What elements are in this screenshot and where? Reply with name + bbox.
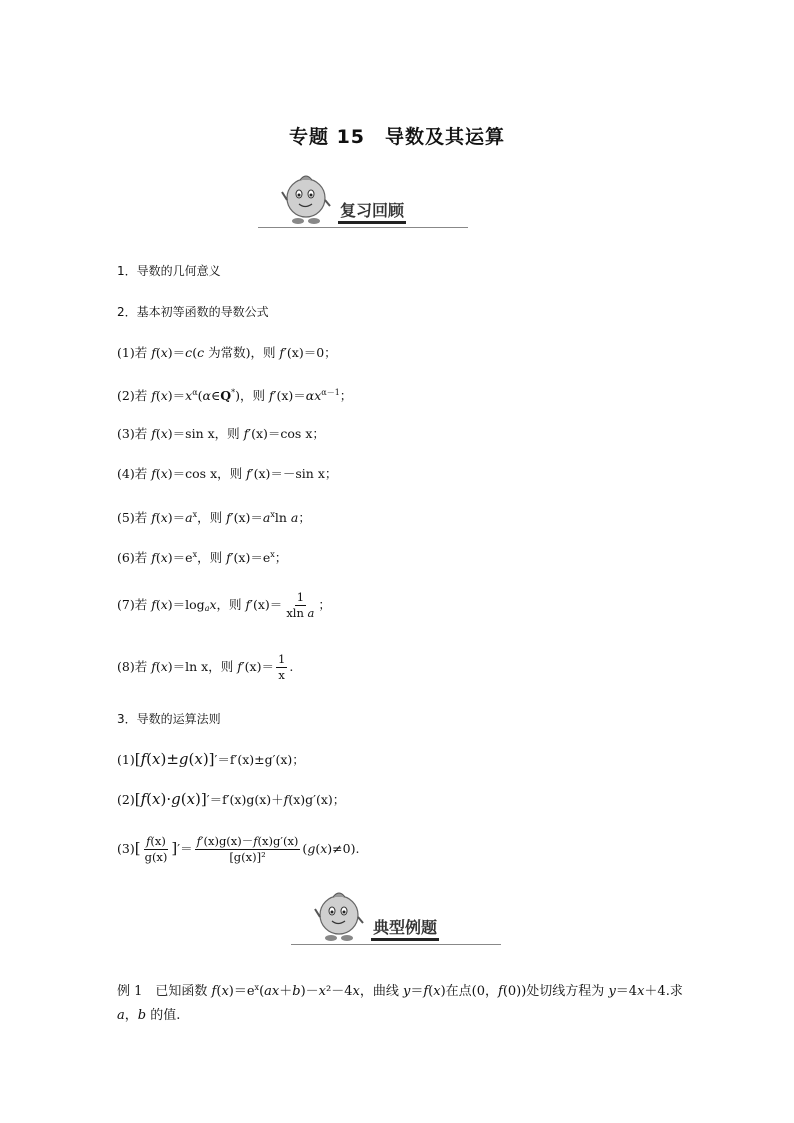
formula-1: (1)若 f(x)＝c(c 为常数)，则 f′(x)＝0； (117, 345, 337, 360)
review-banner (258, 178, 468, 228)
review-banner-label: 复习回顾 (338, 198, 406, 224)
formula-7: (7)若 $f(x)=\log_ax$，则 f′(x)＝ $\frac{1}{\text{xln a}}$ ； (117, 590, 331, 620)
formula-5: (5)若 $f(x)=a^x$，则 $f'(x)=a^x\ln$ a； (117, 510, 311, 525)
formula-2: (2)若 $f(x)=x^\alpha(\alpha\in Q^*)$，则 $f'(x)=\alpha x^{\alpha-1}$； (117, 388, 353, 403)
formula-3: (3)若 f(x)＝sin x，则 f′(x)＝cos x； (117, 426, 325, 441)
heading-geometric-meaning: 1．导数的几何意义 (117, 264, 221, 278)
mascot-icon (280, 172, 332, 226)
example-1-label: 例 1 (117, 984, 143, 999)
mascot-icon (313, 889, 365, 943)
examples-banner-label: 典型例题 (371, 915, 439, 941)
page-title: 专题 15 导数及其运算 (288, 126, 506, 148)
example-1: 例 1 已知函数 $f(x)=e^x(ax+b)-x^2-4x$，曲线 y＝f(x)在点(0，f(0))处切线方程为 y＝4x＋4.求 a，b 的值. (117, 983, 683, 1023)
review-banner-rule (258, 227, 468, 228)
formula-6: (6)若 $f(x)=e^x$，则 $f'(x)=e^x$； (117, 550, 288, 565)
formula-4: (4)若 f(x)＝cos x，则 f′(x)＝－sin x； (117, 466, 338, 481)
rule-1: (1)[f(x)±g(x)]′＝f′(x)±g′(x)； (117, 750, 305, 768)
rule-2: (2)[f(x)·g(x)]′＝f′(x)g(x)＋f(x)g′(x)； (117, 790, 346, 808)
heading-rules: 3．导数的运算法则 (117, 712, 221, 726)
examples-banner (291, 895, 501, 945)
formula-8: (8)若 f(x)＝ln x，则 f′(x)＝ $\frac{1}{x}$ . (117, 652, 294, 682)
examples-banner-rule (291, 944, 501, 945)
heading-basic-formulas: 2．基本初等函数的导数公式 (117, 305, 269, 319)
rule-3: (3)[ $\frac{f(x)}{g(x)}$ ]′＝ $\frac{f'(x)g(x)-f(x)g'(x)}{\text{[g(x)]²}}$ (g(x)≠0). (117, 834, 360, 864)
